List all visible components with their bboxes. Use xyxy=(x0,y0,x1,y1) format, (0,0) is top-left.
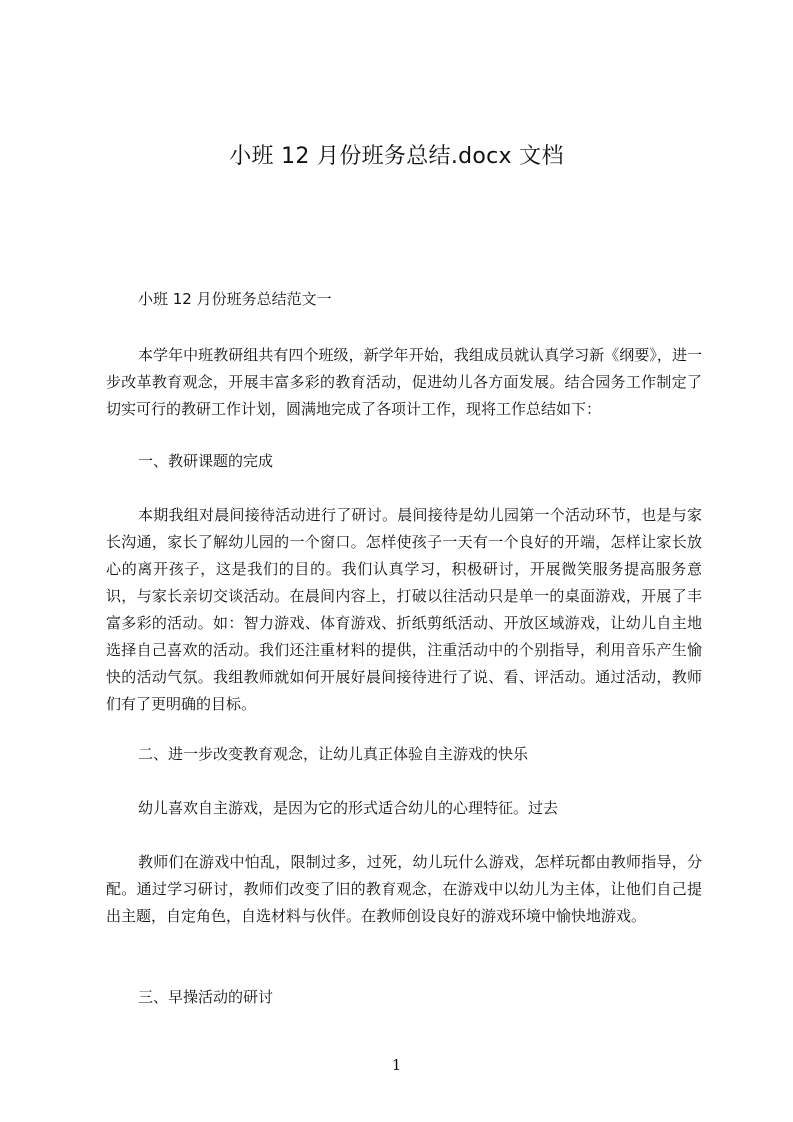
page-number: 1 xyxy=(391,1056,402,1074)
section-heading-2: 二、进一步改变教育观念，让幼儿真正体验自主游戏的快乐 xyxy=(138,745,529,763)
document-title: 小班 12 月份班务总结.docx 文档 xyxy=(229,144,564,169)
document-subtitle: 小班 12 月份班务总结范文一 xyxy=(138,290,332,308)
section-heading-3: 三、早操活动的研讨 xyxy=(138,988,274,1006)
section-heading-1: 一、教研课题的完成 xyxy=(138,452,274,470)
section-2-paragraph: 教师们在游戏中怕乱，限制过多，过死，幼儿玩什么游戏，怎样玩都由教师指导，分配。通过学习研讨，教师们改变了旧的教育观念，在游戏中以幼儿为主体，让他们自己提出主题，自定角色，自选材料与伙伴。在教师创设良好的游戏环境中愉快地游戏。 xyxy=(106,853,702,925)
section-1-paragraph: 本期我组对晨间接待活动进行了研讨。晨间接待是幼儿园第一个活动环节，也是与家长沟通，家长了解幼儿园的一个窗口。怎样使孩子一天有一个良好的开端，怎样让家长放心的离开孩子，这是我们的目的。我们认真学习，积极研讨，开展微笑服务提高服务意识，与家长亲切交谈活动。在晨间内容上，打破以往活动只是单一的桌面游戏，开展了丰富多彩的活动。如：智力游戏、体育游戏、折纸剪纸活动、开放区域游戏，让幼儿自主地选择自己喜欢的活动。我们还注重材料的提供，注重活动中的个别指导，利用音乐产生愉快的活动气氛。我组教师就如何开展好晨间接待进行了说、看、评活动。通过活动，教师们有了更明确的目标。 xyxy=(106,506,702,713)
intro-paragraph: 本学年中班教研组共有四个班级，新学年开始，我组成员就认真学习新《纲要》，进一步改革教育观念，开展丰富多彩的教育活动，促进幼儿各方面发展。结合园务工作制定了切实可行的教研工作计划，圆满地完成了各项计工作，现将工作总结如下： xyxy=(106,346,702,418)
section-2-intro-line: 幼儿喜欢自主游戏，是因为它的形式适合幼儿的心理特征。过去 xyxy=(138,799,559,817)
